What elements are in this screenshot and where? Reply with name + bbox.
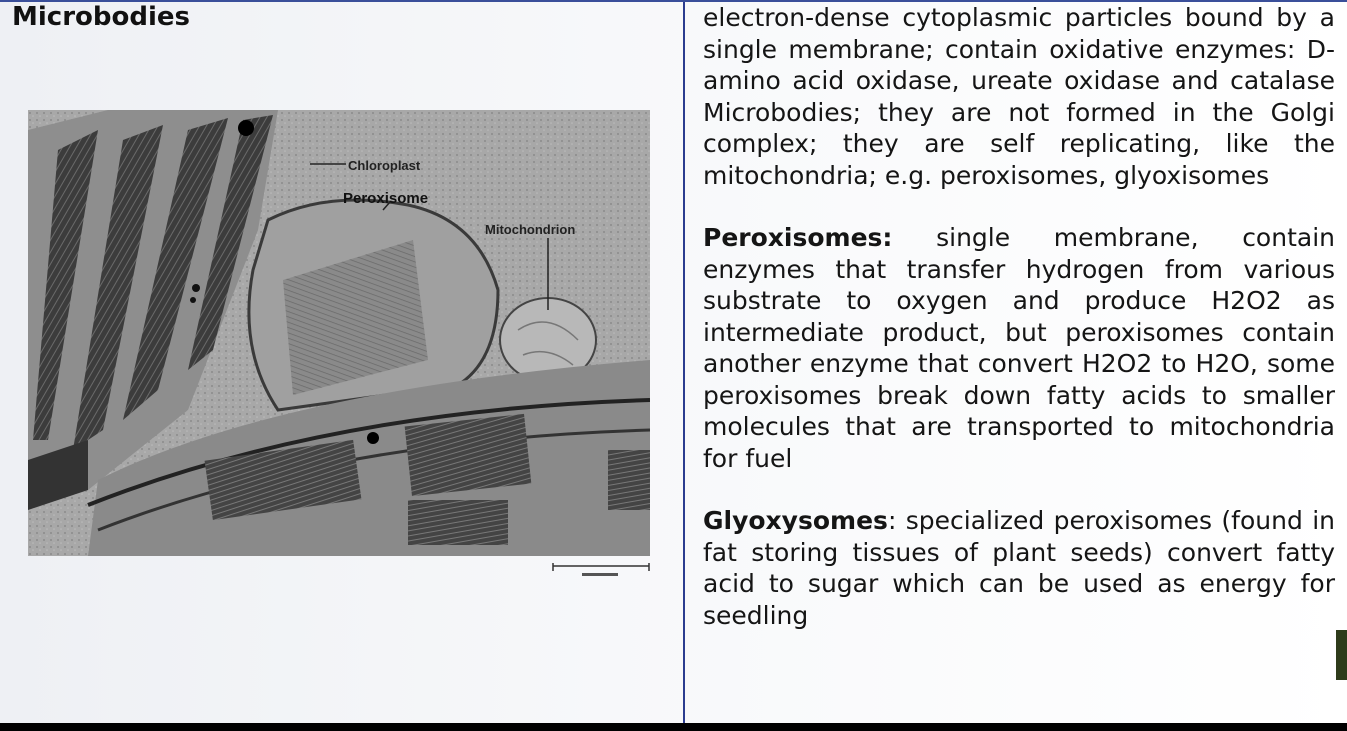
paragraph-peroxisomes	[703, 222, 1335, 474]
paragraph-text: : specialized peroxisomes (found in fat storing tissues of plant seeds) convert fatty acid to sugar which can be used as energy for seedling	[703, 506, 1335, 630]
micrograph-image	[28, 110, 650, 556]
paragraph-lead: Peroxisomes:	[703, 223, 893, 252]
column-divider	[683, 2, 685, 725]
video-bottom-bar	[0, 723, 1347, 731]
paragraph-glyoxysomes	[703, 505, 1335, 631]
edge-thumbnail	[1336, 630, 1347, 680]
slide-title: Microbodies	[12, 2, 190, 32]
scale-bar	[552, 562, 650, 576]
paragraph-lead: Glyoxysomes	[703, 506, 888, 535]
label-peroxisome: Peroxisome	[343, 190, 429, 207]
label-mitochondrion: Mitochondrion	[485, 222, 576, 237]
micrograph-figure	[28, 110, 650, 556]
paragraph-text: electron-dense cytoplasmic particles bound by a single membrane; contain oxidative enzymes: D-amino acid oxidase, ureate oxidase and catalase Microbodies; they are not formed in the Golgi complex; they are self replicating, like the mitochondria; e.g. peroxisomes, glyoxisomes	[703, 3, 1335, 190]
paragraph-microbodies	[703, 2, 1335, 191]
paragraph-text: single membrane, contain enzymes that transfer hydrogen from various substrate to oxygen and produce H2O2 as intermediate product, but peroxisomes contain another enzyme that convert H2O2 to H2O, some peroxisomes break down fatty acids to smaller molecules that are transported to mitochondria for fuel	[703, 223, 1335, 473]
label-chloroplast: Chloroplast	[348, 158, 421, 173]
description-column	[703, 2, 1335, 662]
